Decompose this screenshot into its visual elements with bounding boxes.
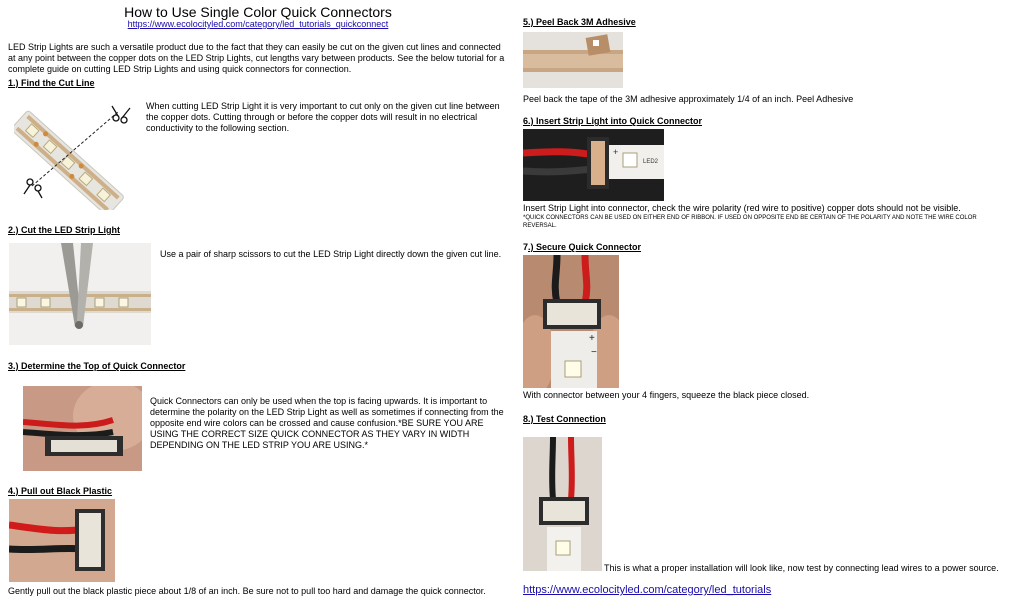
step-1-heading: 1.) Find the Cut Line	[8, 78, 95, 88]
step-8-text: This is what a proper installation will look like, now test by connecting lead wires to a power source.	[604, 563, 999, 573]
document-title: How to Use Single Color Quick Connectors	[124, 4, 392, 20]
step-5-text: Peel back the tape of the 3M adhesive approximately 1/4 of an inch. Peel Adhesive	[523, 94, 854, 104]
step-2-photo	[9, 243, 151, 345]
step-7-text: With connector between your 4 fingers, squeeze the black piece closed.	[523, 390, 810, 400]
step-6-text: Insert Strip Light into connector, check the wire polarity (red wire to positive) copper dots should not be visible.	[523, 203, 961, 213]
title-link[interactable]: https://www.ecolocityled.com/category/led_tutorials_quickconnect	[127, 19, 389, 29]
step-3-text: Quick Connectors can only be used when the top is facing upwards. It is important to determine the polarity on the LED Strip Light as well as sometimes if connecting from the opposite end wire colors can be crossed and cause confusion.*BE SURE YOU ARE USING THE CORRECT SIZE QUICK CONNECTOR AS THEY VARY IN WIDTH DEPENDING ON THE LED STRIP YOU ARE USING.*	[150, 396, 504, 450]
step-5-heading: 5.) Peel Back 3M Adhesive	[523, 17, 636, 27]
step-7-photo	[523, 255, 619, 388]
step-5-photo	[523, 32, 623, 88]
step-7-number: 7	[523, 242, 529, 252]
step-4-photo	[9, 499, 115, 582]
plus-mark-2: +	[589, 333, 595, 344]
step-3-heading: 3.) Determine the Top of Quick Connector	[8, 361, 186, 371]
step-1-photo	[14, 96, 138, 210]
step-4-text: Gently pull out the black plastic piece about 1/8 of an inch. Be sure not to pull too hard and damage the quick connector.	[8, 586, 486, 596]
step-2-heading: 2.) Cut the LED Strip Light	[8, 225, 120, 235]
minus-mark: −	[591, 347, 597, 358]
step-4-heading: 4.) Pull out Black Plastic	[8, 486, 113, 496]
step-2-text: Use a pair of sharp scissors to cut the LED Strip Light directly down the given cut line.	[160, 249, 502, 259]
step-6-photo	[523, 129, 664, 201]
step-8-heading: 8.) Test Connection	[523, 414, 606, 424]
footer-link[interactable]: https://www.ecolocityled.com/category/led_tutorials	[523, 584, 772, 596]
step-6-note: *QUICK CONNECTORS CAN BE USED ON EITHER END OF RIBBON. IF USED ON OPPOSITE END BE CERTAIN OF THE POLARITY AND NOTE THE WIRE COLOR REVERSAL.	[523, 215, 977, 229]
plus-mark: +	[613, 147, 619, 157]
step-7-heading	[523, 242, 641, 252]
step-7-heading-text: .) Secure Quick Connector	[528, 242, 642, 252]
intro-paragraph: LED Strip Lights are such a versatile product due to the fact that they can easily be cut on the given cut lines and connected at any point between the copper dots on the LED Strip Lights, cut lengths vary between products. See the below tutorial for a complete guide on cutting LED Strip Lights and using quick connectors for connection.	[8, 42, 505, 74]
led-label: LED2	[643, 159, 659, 165]
step-8-photo	[523, 437, 602, 571]
step-6-heading: 6.) Insert Strip Light into Quick Connector	[523, 116, 703, 126]
step-3-photo	[23, 386, 142, 471]
step-1-text: When cutting LED Strip Light it is very important to cut only on the given cut line between the copper dots. Cutting through or before the copper dots will result in no electrical conductivity to the following section.	[146, 101, 500, 133]
